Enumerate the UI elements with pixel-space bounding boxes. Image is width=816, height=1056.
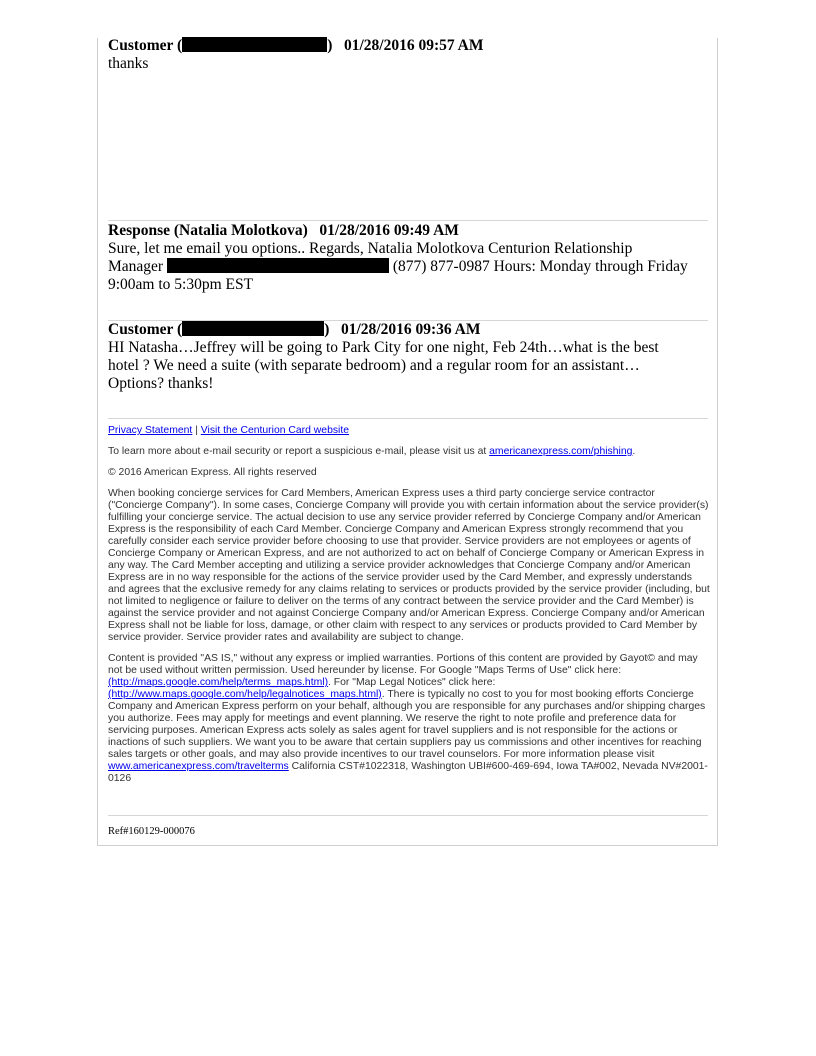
message-body xyxy=(108,240,708,294)
message-timestamp: 01/28/2016 09:57 AM xyxy=(343,37,484,54)
copyright: © 2016 American Express. All rights reserved xyxy=(108,467,317,478)
centurion-website-link[interactable]: Visit the Centurion Card website xyxy=(200,425,350,436)
email-footer xyxy=(108,425,710,794)
redacted-contact xyxy=(182,321,324,336)
message-customer-2 xyxy=(108,321,708,393)
legal-notices-link[interactable]: (http://www.maps.google.com/help/legalnotices_maps.html) xyxy=(108,689,382,700)
body-line: Sure, let me email you options.. Regards, Natalia Molotkova Centurion Relationship xyxy=(108,240,633,257)
message-timestamp: 01/28/2016 09:36 AM xyxy=(340,321,481,338)
security-text: To learn more about e-mail security or report a suspicious e-mail, please visit us at xyxy=(108,446,487,457)
content-disclaimer xyxy=(108,653,710,785)
link-divider: | xyxy=(195,425,198,436)
concierge-disclaimer: When booking concierge services for Card Members, American Express uses a third party concierge service contractor ("Concierge Company"). In some cases, Concierge Company will provide you with certain information about the service provider(s) fulfilling your concierge service. The actual decision to use any service provider referred by Concierge Company and/or American Express is the responsibility of each Card Member. Concierge Company and American Express strongly recommend that you carefully consider each service provider before choosing to use that provider. Service providers are not employees or agents of Concierge Company or American Express, and are not authorized to act on behalf of Concierge Company or American Express in any way. The Card Member accepting and utilizing a service provider acknowledges that Concierge Company and/or American Express are in no way responsible for the actions of the service provider used by the Card Member, and expressly understands and agrees that the exclusive remedy for any claims relating to services or products provided by the service provider (including, but not limited to negligence or failure to deliver on the terms of any contract between the service provider and the Card Member) is against the service provider and not against Concierge Company and/or American Express. Concierge Company and/or American Express shall not be liable for loss, damage, or other claim with respect to any services or products provided to Card Member by service provider. Service provider rates and availability are subject to change. xyxy=(108,488,710,643)
phishing-link[interactable]: americanexpress.com/phishing xyxy=(489,446,633,457)
disclaimer-text: Content is provided "AS IS," without any express or implied warranties. Portions of this content are provided by Gayot© and may not be used without written permission. Used hereunder by license. For Google "Maps Terms of Use" click here: xyxy=(108,653,698,676)
privacy-statement-link[interactable]: Privacy Statement xyxy=(108,425,193,436)
message-header xyxy=(108,37,708,55)
message-response xyxy=(108,222,708,294)
security-end: . xyxy=(632,446,636,457)
body-line: 9:00am to 5:30pm EST xyxy=(108,276,254,293)
body-text: (877) 877-0987 Hours: Monday through Friday xyxy=(392,258,688,275)
author-close: ) xyxy=(324,321,330,338)
message-divider xyxy=(108,220,708,221)
maps-terms-link[interactable]: (http://maps.google.com/help/terms_maps.html) xyxy=(108,677,329,688)
footer-links xyxy=(108,425,710,437)
redacted-contact xyxy=(182,37,327,52)
message-customer-1 xyxy=(108,37,708,73)
footer-divider xyxy=(108,418,708,419)
disclaimer-text: California CST#1022318, Washington UBI#600-469-694, Iowa TA#002, Nevada NV#2001-0126 xyxy=(108,761,708,784)
message-author: Response (Natalia Molotkova) xyxy=(108,222,308,239)
body-text: Manager xyxy=(108,258,164,275)
message-header xyxy=(108,222,708,240)
reference-divider xyxy=(108,815,708,816)
message-header xyxy=(108,321,708,339)
message-body: HI Natasha…Jeffrey will be going to Park City for one night, Feb 24th…what is the best hotel ? We need a suite (with separate bedroom) and a regular room for an assistant… Options? thanks! xyxy=(108,339,659,392)
message-author: Customer ( xyxy=(108,37,183,54)
travelterms-link[interactable]: www.americanexpress.com/travelterms xyxy=(108,761,289,772)
security-notice xyxy=(108,446,710,458)
message-body: thanks xyxy=(108,55,149,72)
redacted-contact xyxy=(167,258,389,273)
reference-number: Ref#160129-000076 xyxy=(108,826,195,837)
message-author: Customer ( xyxy=(108,321,183,338)
author-close: ) xyxy=(327,37,333,54)
disclaimer-text: . For "Map Legal Notices" click here: xyxy=(328,677,496,688)
disclaimer-text: . There is typically no cost to you for most booking efforts Concierge Company and American Express perform on your behalf, although you are responsible for any purchases and/or shipping charges you authorize. Fees may apply for meetings and event planning. We reserve the right to note profile and preference data for servicing purposes. American Express acts solely as sales agent for travel suppliers and is not responsible for the actions or inactions of such suppliers. We want you to be aware that certain suppliers pay us commissions and other incentives for reaching sales targets or other goals, and may also provide incentives to our travel counselors. For more information please visit xyxy=(108,689,706,760)
message-timestamp: 01/28/2016 09:49 AM xyxy=(319,222,459,239)
body-line xyxy=(108,258,708,276)
